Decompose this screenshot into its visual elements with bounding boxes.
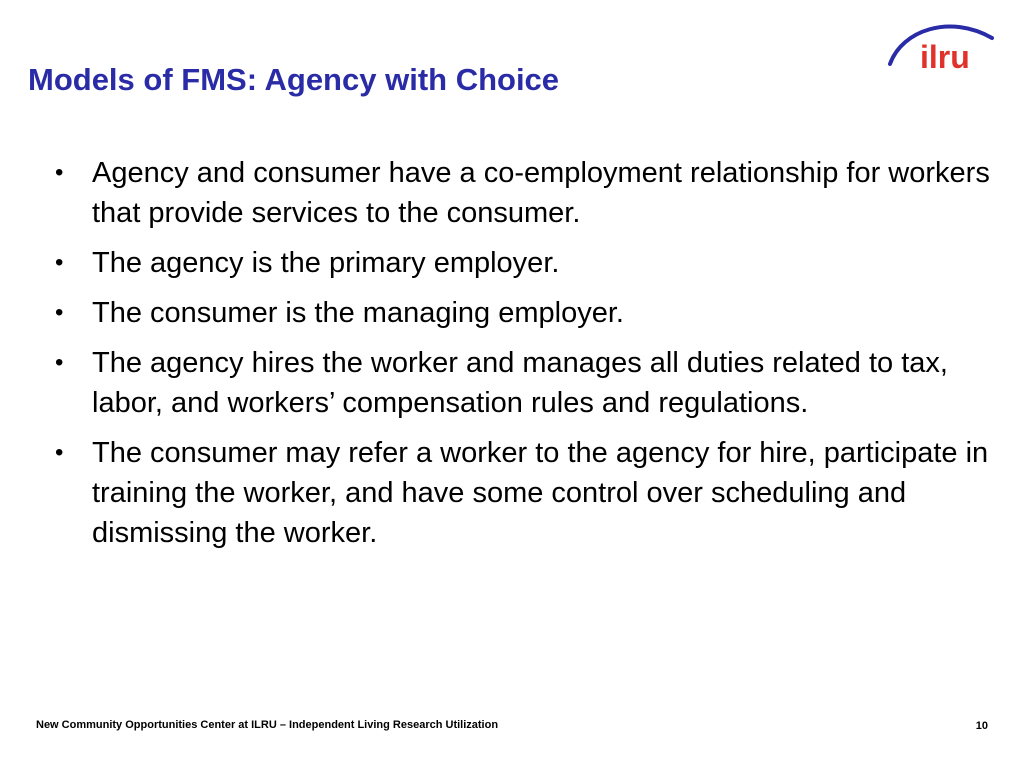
bullet-item xyxy=(55,293,990,333)
bullet-item xyxy=(55,153,990,233)
footer-organization: New Community Opportunities Center at ILRU – Independent Living Research Utilization xyxy=(36,719,499,731)
page-number: 10 xyxy=(975,720,988,732)
bullet-text: Agency and consumer have a co-employment relationship for workers that provide services to the consumer. xyxy=(92,157,990,229)
bullet-text: The consumer may refer a worker to the agency for hire, participate in training the worker, and have some control over scheduling and dismissing the worker. xyxy=(92,437,989,549)
ilru-logo xyxy=(882,14,1000,74)
bullet-item xyxy=(55,343,990,423)
bullet-text: The agency is the primary employer. xyxy=(92,247,560,279)
bullet-marker: • xyxy=(55,439,64,466)
logo-text: ilru xyxy=(920,39,970,74)
bullet-item xyxy=(55,243,990,283)
bullet-marker: • xyxy=(55,349,64,376)
slide-title: Models of FMS: Agency with Choice xyxy=(28,62,560,97)
bullet-text: The consumer is the managing employer. xyxy=(92,297,624,329)
bullet-marker: • xyxy=(55,299,64,326)
bullet-item xyxy=(55,433,990,553)
bullet-list xyxy=(55,153,990,563)
bullet-text: The agency hires the worker and manages all duties related to tax, labor, and workers’ compensation rules and regulations. xyxy=(92,347,948,419)
bullet-marker: • xyxy=(55,159,64,186)
bullet-marker: • xyxy=(55,249,64,276)
